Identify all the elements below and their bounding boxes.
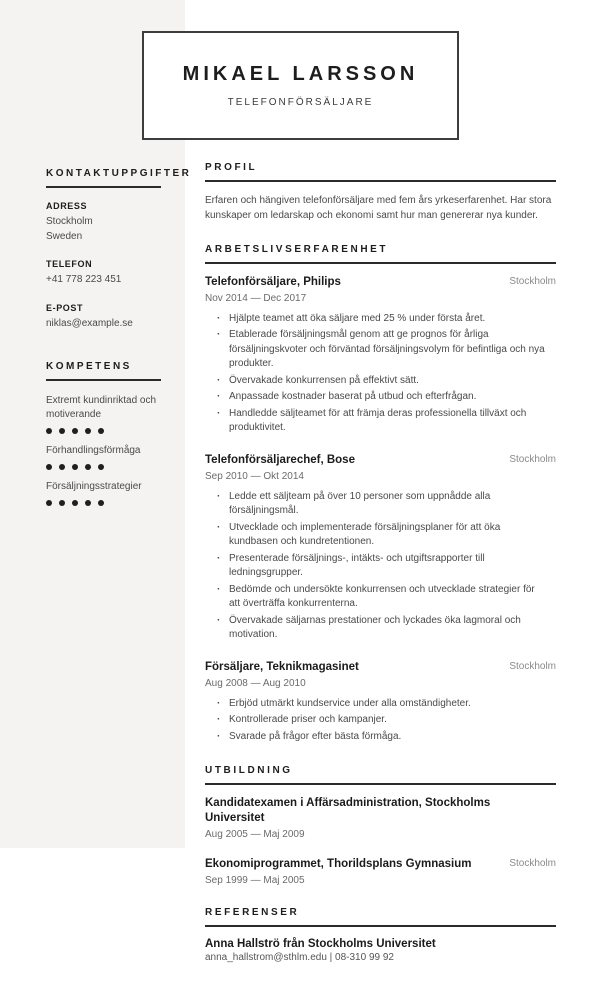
contact-phone [46,259,161,288]
experience-heading: ARBETSLIVSERFARENHET [205,244,556,264]
profile-section [205,162,556,223]
job-entry-head [205,660,556,675]
job-location: Stockholm [509,276,556,287]
job-location: Stockholm [509,660,556,672]
education-dates: Aug 2005 — Maj 2009 [205,829,305,841]
contact-address [46,201,161,244]
education-section [205,765,556,886]
job-bullet: · Övervakade säljarnas prestationer och lyckades öka lagmoral och motivation. [217,614,547,643]
profile-heading: PROFIL [205,162,556,182]
skill-dot [59,428,65,434]
skill-item [46,444,161,470]
main-content [205,162,556,984]
skill-dot [85,464,91,470]
references-heading: REFERENSER [205,907,556,927]
job-entry-head [205,453,556,468]
skill-dot [46,464,52,470]
skill-level-dots [46,428,161,434]
job-bullet: · Hjälpte teamet att öka säljare med 25 % under första året. [217,312,547,327]
contact-email-value: niklas@example.se [46,317,133,329]
skill-dot [46,428,52,434]
contact-heading: KONTAKTUPPGIFTER [46,168,161,188]
job-entry-head [205,275,556,290]
skill-dot [72,428,78,434]
skill-item [46,394,161,434]
contact-email [46,303,161,332]
skill-label: Förhandlingsförmåga [46,445,141,456]
skill-dot [98,464,104,470]
job-dates: Sep 2010 — Okt 2014 [205,470,304,482]
skill-label: Försäljningsstrategier [46,481,142,492]
job-dates: Nov 2014 — Dec 2017 [205,292,307,304]
contact-address-line2: Sweden [46,230,83,242]
contact-section [46,168,192,331]
education-entry-head [205,857,556,872]
job-bullet-list [217,490,556,643]
skill-level-dots [46,500,161,506]
job-title: Försäljare, Teknikmagasinet [205,660,359,673]
skill-dot [72,500,78,506]
education-entry-head [205,796,556,826]
contact-phone-value: +41 778 223 451 [46,274,122,285]
experience-section [205,244,556,744]
skill-dot [59,464,65,470]
education-entry [205,857,556,886]
header-name-box [142,31,459,140]
job-entry [205,453,556,643]
skill-dot [46,500,52,506]
job-bullet: · Övervakade konkurrensen på effektivt sätt. [217,374,547,389]
contact-address-label: ADRESS [46,201,88,211]
job-bullet: · Kontrollerade priser och kampanjer. [217,713,547,728]
skill-label: Extremt kundinriktad och motiverande [46,395,157,420]
education-dates: Sep 1999 — Maj 2005 [205,875,305,887]
skill-dot [72,464,78,470]
skill-dot [59,500,65,506]
education-location: Stockholm [509,858,556,870]
job-bullet: · Bedömde och undersökte konkurrensen och utvecklade strategier för att överträffa konkurrenterna. [217,583,547,612]
person-title: TELEFONFÖRSÄLJARE [227,97,374,108]
education-heading: UTBILDNING [205,765,556,785]
job-bullet: · Anpassade kostnader baserat på utbud och efterfrågan. [217,390,547,405]
skills-section [46,361,161,506]
job-bullet: · Ledde ett säljteam på över 10 personer som uppnådde alla försäljningsmål. [217,490,547,519]
job-bullet-list [217,697,556,745]
job-bullet: · Erbjöd utmärkt kundservice under alla omständigheter. [217,697,547,712]
skill-dot [85,428,91,434]
job-bullet: · Etablerade försäljningsmål genom att ge prognos för årliga försäljningskvoter och förväntad försäljningsvolym för befintliga och nya produkter. [217,328,547,372]
contact-email-label: E-POST [46,302,84,313]
job-title: Telefonförsäljare, Philips [205,276,341,288]
skill-level-dots [46,464,161,470]
job-bullet: · Svarade på frågor efter bästa förmåga. [217,730,547,745]
education-title: Ekonomiprogrammet, Thorildsplans Gymnasium [205,858,472,871]
skill-dot [98,500,104,506]
contact-address-line1: Stockholm [46,216,93,227]
job-entry [205,660,556,744]
skill-dot [98,428,104,434]
person-name: MIKAEL LARSSON [182,63,419,85]
job-bullet-list [217,312,556,436]
reference-contact: anna_hallstrom@sthlm.edu | 08-310 99 92 [205,952,394,964]
skill-item [46,480,161,506]
reference-entry [205,938,556,963]
job-location: Stockholm [509,453,556,465]
education-entry [205,796,556,840]
education-title: Kandidatexamen i Affärsadministration, Stockholms Universitet [205,797,491,825]
skills-heading: KOMPETENS [46,361,161,381]
job-bullet: · Utvecklade och implementerade försäljningsplaner för att öka kundbasen och kundretentionen. [217,521,547,550]
reference-name: Anna Hallströ från Stockholms Universitet [205,938,436,951]
job-bullet: · Presenterade försäljnings-, intäkts- och utgiftsrapporter till ledningsgrupper. [217,552,547,581]
contact-phone-label: TELEFON [46,259,93,269]
skill-dot [85,500,91,506]
job-entry [205,275,556,436]
job-bullet: · Handledde säljteamet för att främja deras professionella tillväxt och produktivitet. [217,407,547,436]
job-title: Telefonförsäljarechef, Bose [205,453,355,466]
job-dates: Aug 2008 — Aug 2010 [205,677,306,689]
references-section [205,907,556,963]
profile-text: Erfaren och hängiven telefonförsäljare med fem års yrkeserfarenhet. Har stora kunskaper om ledarskap och ekonomi samt hur man genererar nya kunder. [205,195,552,221]
